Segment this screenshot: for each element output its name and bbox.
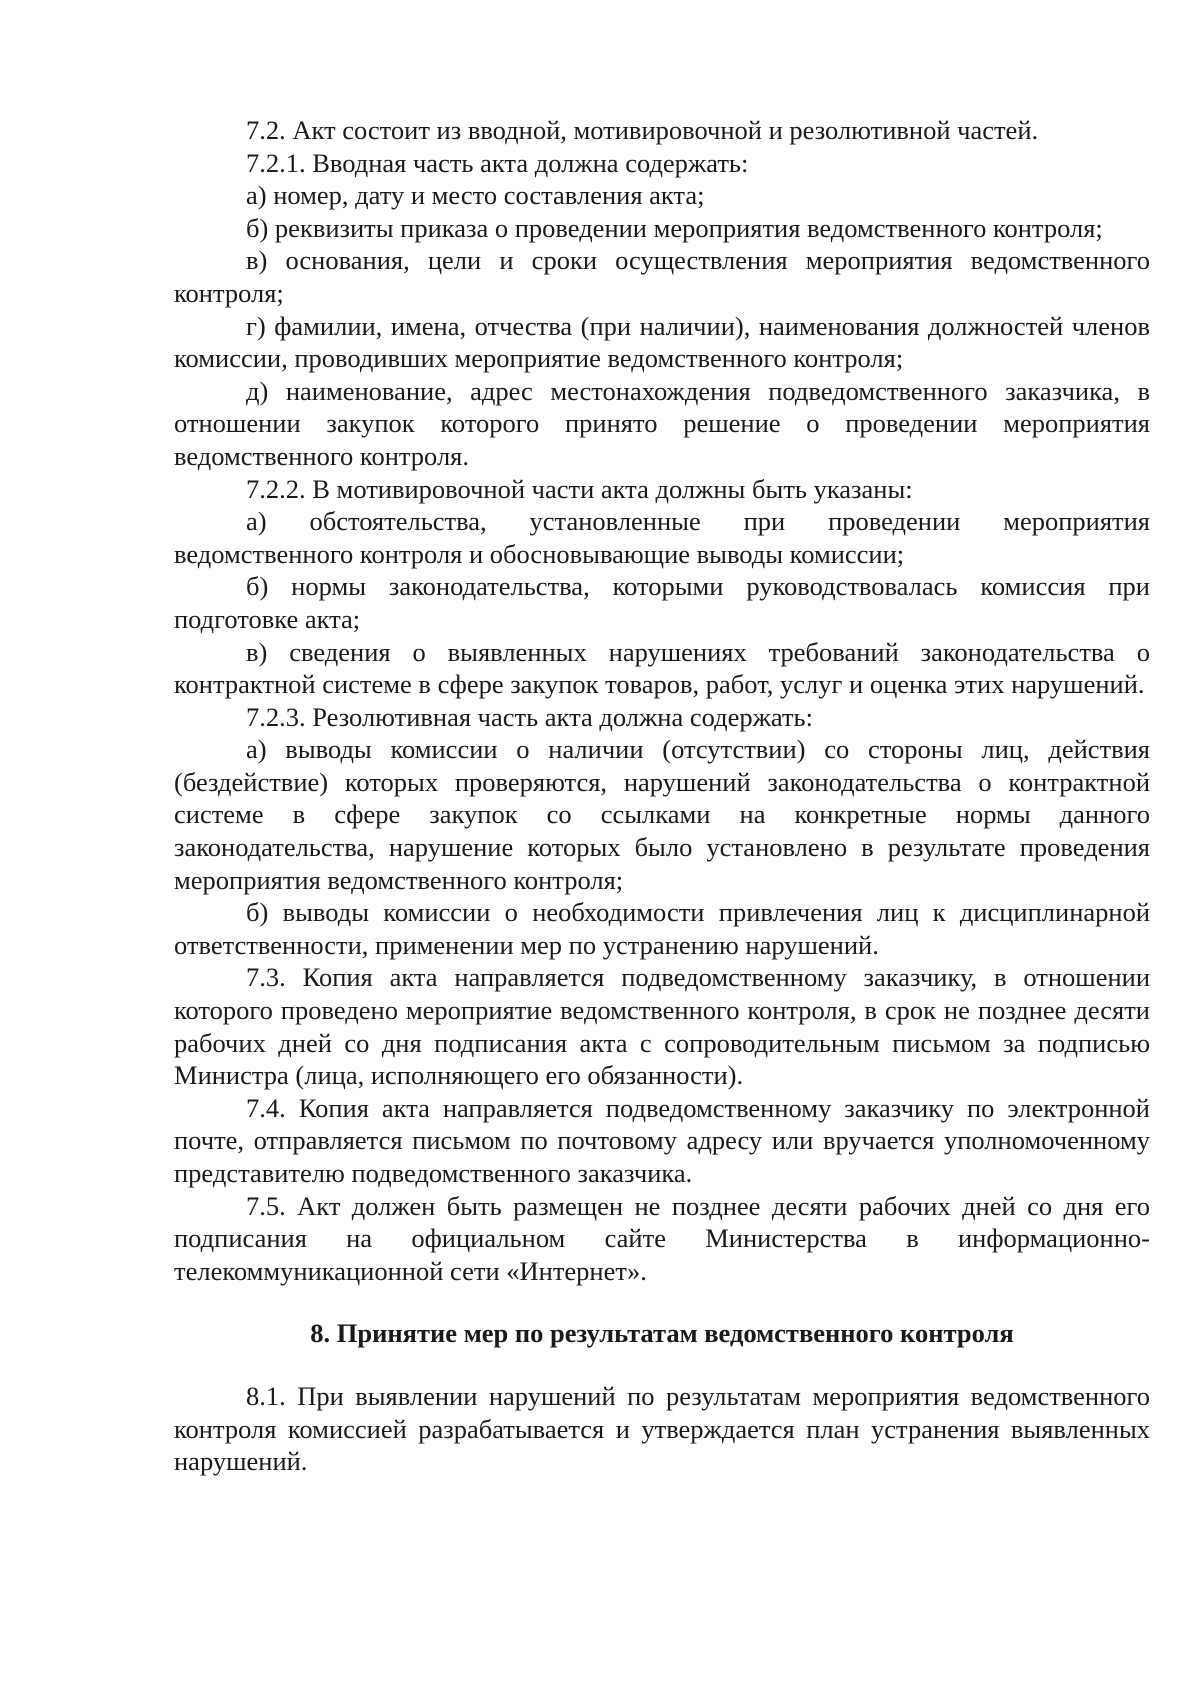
paragraph-7-2-2: 7.2.2. В мотивировочной части акта должны быть указаны: xyxy=(246,473,913,504)
paragraph-7-2-2-b: б) нормы законодательства, которыми руководствовалась комиссия при подготовке акта; xyxy=(174,571,1150,634)
document-body xyxy=(174,114,1150,1478)
paragraph-7-5: 7.5. Акт должен быть размещен не позднее десяти рабочих дней со дня его подписания на официальном сайте Министерства в информационно-телекоммуникационной сети «Интернет». xyxy=(174,1190,1150,1286)
paragraph-7-2-2-v: в) сведения о выявленных нарушениях требований законодательства о контрактной системе в сфере закупок товаров, работ, услуг и оценка этих нарушений. xyxy=(174,636,1150,700)
paragraph-7-2-1: 7.2.1. Вводная часть акта должна содержать: xyxy=(246,147,749,178)
paragraph-7-2-1-v: в) основания, цели и сроки осуществления мероприятия ведомственного контроля; xyxy=(174,245,1150,308)
paragraph-7-2-2-a: а) обстоятельства, установленные при проведении мероприятия ведомственного контроля и обосновывающие выводы комиссии; xyxy=(174,506,1150,569)
paragraph-7-2-1-g: г) фамилии, имена, отчества (при наличии), наименования должностей членов комиссии, проводивших мероприятие ведомственного контроля; xyxy=(174,310,1150,374)
paragraph-7-2-1-b: б) реквизиты приказа о проведении мероприятия ведомственного контроля; xyxy=(246,212,1103,243)
paragraph-7-2-3-b: б) выводы комиссии о необходимости привлечения лиц к дисциплинарной ответственности, применении мер по устранению нарушений. xyxy=(174,897,1150,960)
paragraph-8-1: 8.1. При выявлении нарушений по результатам мероприятия ведомственного контроля комиссией разрабатывается и утверждается план устранения выявленных нарушений. xyxy=(174,1380,1150,1477)
paragraph-7-2-1-d: д) наименование, адрес местонахождения подведомственного заказчика, в отношении закупок которого принято решение о проведении мероприятия ведомственного контроля. xyxy=(174,375,1150,471)
paragraph-7-2-3-a: а) выводы комиссии о наличии (отсутствии) со стороны лиц, действия (бездействие) которых проверяются, нарушений законодательства о контрактной системе в сфере закупок со ссылками на конкретные нормы данного законодательства, нарушение которых было установлено в результате проведения мероприятия ведомственного контроля; xyxy=(174,734,1150,895)
paragraph-7-2-3: 7.2.3. Резолютивная часть акта должна содержать: xyxy=(246,701,814,732)
paragraph-7-4: 7.4. Копия акта направляется подведомственному заказчику по электронной почте, отправляется письмом по почтовому адресу или вручается уполномоченному представителю подведомственного заказчика. xyxy=(174,1092,1150,1188)
paragraph-7-2-1-a: а) номер, дату и место составления акта; xyxy=(246,180,705,211)
paragraph-7-2: 7.2. Акт состоит из вводной, мотивировочной и резолютивной частей. xyxy=(246,115,1039,145)
paragraph-7-3: 7.3. Копия акта направляется подведомственному заказчику, в отношении которого проведено мероприятие ведомственного контроля, в срок не позднее десяти рабочих дней со дня подписания акта с сопроводительным письмом за подписью Министра (лица, исполняющего его обязанности). xyxy=(174,962,1150,1091)
section-heading: 8. Принятие мер по результатам ведомственного контроля xyxy=(310,1318,1014,1349)
